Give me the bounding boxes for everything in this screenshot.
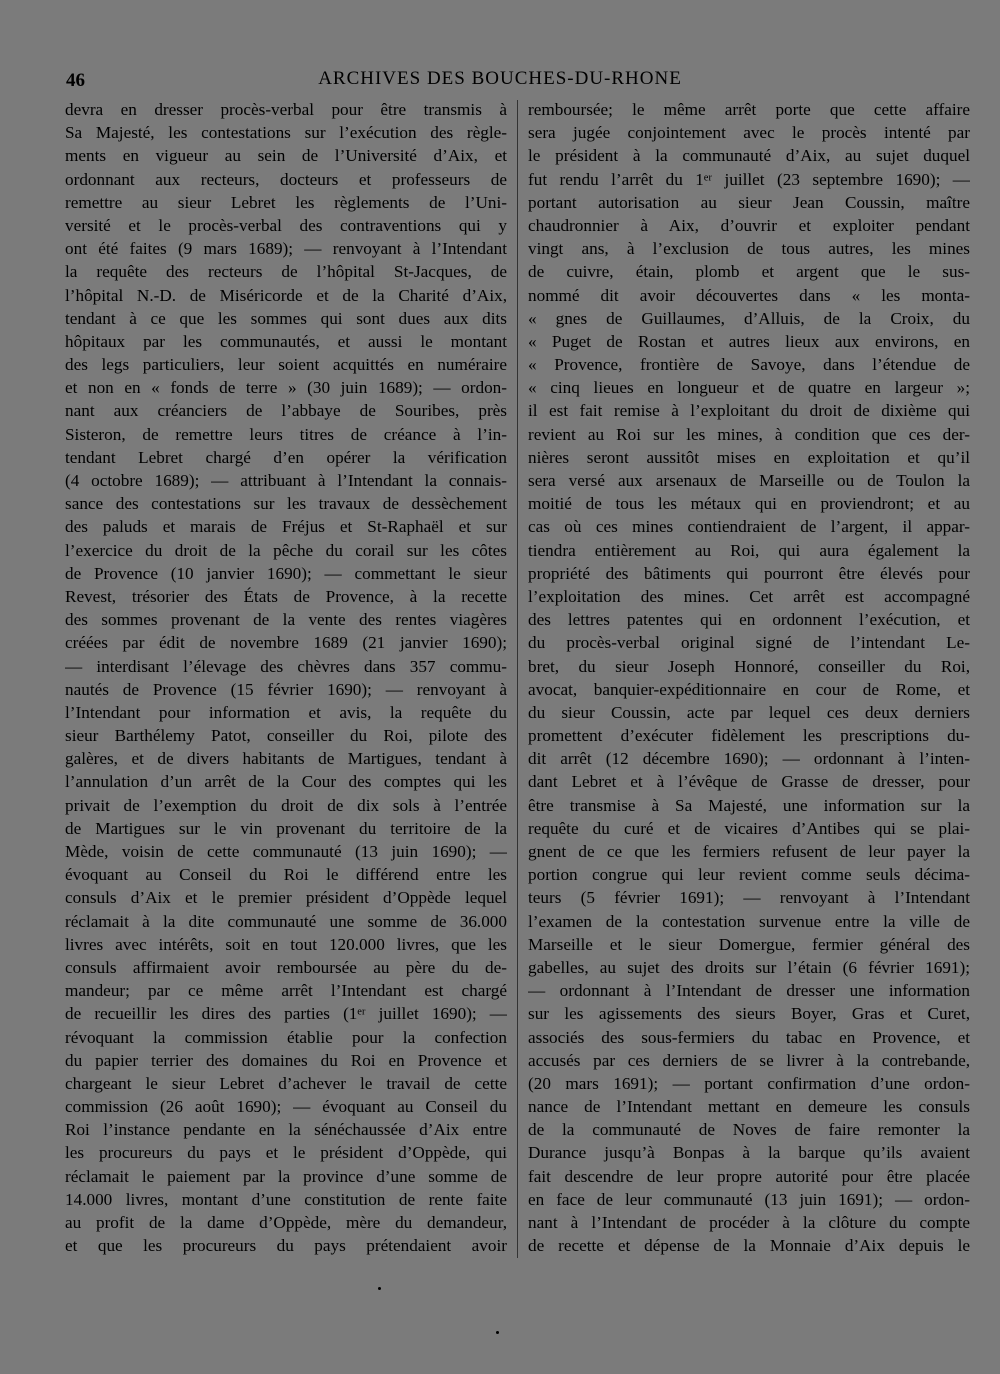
text-line: gnent de ce que les fermiers refusent de leur payer la [528,842,970,861]
text-line: « Puget de Rostan et autres lieux aux environs, en [528,331,970,351]
text-line: « cinq lieues en longueur et de quatre en largeur »; [528,378,970,398]
text-line: consuls affirmaient avoir remboursée au père du de- [65,957,507,977]
text-line: gabelles, au sujet des droits sur l’étain (6 février 1691); [528,957,970,977]
text-line: révoquant la commission établie pour la confection [65,1027,507,1047]
text-line: teurs (5 février 1691); — renvoyant à l’Intendant [528,888,970,908]
text-line: nance de l’Intendant mettant en demeure les consuls [528,1097,970,1117]
text-line: fut rendu l’arrêt du 1ᵉʳ juillet (23 septembre 1690); — [528,169,970,189]
text-line: de recette et dépense de la Monnaie d’Aix depuis le [528,1236,970,1256]
text-line: les procureurs du pays et le président d’Oppède, qui [65,1143,507,1163]
text-line: — interdisant l’élevage des chèvres dans 357 commu- [65,656,507,676]
text-line: commission (26 août 1690); — évoquant au Conseil du [65,1097,507,1117]
text-line: sieur Barthélemy Patot, conseiller du Roi, pilote des [65,726,507,746]
text-line: l’examen de la contestation survenue entre la ville de [528,911,970,931]
text-line: fait descendre de leur propre autorité pour être placée [528,1166,970,1186]
text-line: Sisteron, de remettre leurs titres de créance à l’in- [65,424,507,444]
text-line: Sa Majesté, les contestations sur l’exécution des règle- [65,123,507,143]
text-line: nautés de Provence (15 février 1690); — renvoyant à [65,679,507,699]
text-line: livres avec intérêts, soit en tout 120.000 livres, que les [65,934,507,954]
text-line: tendant à ce que les sommes qui sont dues aux dits [65,308,507,328]
text-line: l’exercice du droit de la pêche du corail sur les côtes [65,540,507,560]
text-line: promettent d’exécuter fidèlement les prescriptions du- [528,726,970,746]
text-line: requête du curé et de vicaires d’Antibes qui se plai- [528,818,970,838]
text-line: ordonnant aux recteurs, docteurs et professeurs de [65,169,507,189]
text-line: tiendra entièrement au Roi, qui aura également la [528,540,970,560]
text-line: revient au Roi sur les mines, à condition que ces der- [528,424,970,444]
text-line: créées par édit de novembre 1689 (21 janvier 1690); [65,633,507,653]
text-line: sera jugée conjointement avec le procès intenté par [528,123,970,143]
text-line: tendant Lebret chargé d’en opérer la vérification [65,447,507,467]
text-line: réclamait le paiement par la province d’une somme de [65,1166,507,1186]
text-line: dant Lebret et à l’évêque de Grasse de dresser, pour [528,772,970,792]
text-line: du papier terrier des domaines du Roi en Provence et [65,1050,507,1070]
text-line: sance des contestations sur les travaux de dessèchement [65,494,507,514]
text-line: chaudronnier à Aix, d’ouvrir et exploiter pendant [528,215,970,235]
right-column [528,98,970,1257]
text-line: des paluds et marais de Fréjus et St-Raphaël et sur [65,517,507,537]
text-line: et que les procureurs du pays prétendaient avoir [65,1236,507,1256]
text-line: l’Intendant pour information et avis, la requête du [65,702,507,722]
text-line: Durance jusqu’à Bonpas à la barque qu’ils avaient [528,1143,970,1163]
text-line: de la communauté de Noves de faire remonter la [528,1120,970,1140]
text-line: des legs particuliers, leur soient acquittés en numéraire [65,355,507,375]
text-line: sera versé aux arsenaux de Marseille ou de Toulon la [528,471,970,490]
scan-speck [496,1331,499,1334]
text-line: hôpitaux par les communautés, et aussi le montant [65,331,507,351]
text-line: le président à la communauté d’Aix, au sujet duquel [528,146,970,166]
text-line: il est fait remise à l’exploitant du droit de dixième qui [528,401,970,421]
scan-speck [378,1287,381,1290]
text-line: dit arrêt (12 décembre 1690); — ordonnant à l’inten- [528,749,970,769]
text-line: « Provence, frontière de Savoye, dans l’étendue de [528,355,970,375]
text-line: portant autorisation au sieur Jean Coussin, maître [528,192,970,212]
text-line: l’hôpital N.-D. de Miséricorde et de la Charité d’Aix, [65,285,507,305]
text-line: Mède, voisin de cette communauté (13 juin 1690); — [65,842,507,861]
text-line: au profit de la dame d’Oppède, mère du demandeur, [65,1213,507,1232]
text-line: associés des sous-fermiers du tabac en Provence, et [528,1027,970,1047]
text-line: 14.000 livres, montant d’une constitution de rente faite [65,1189,507,1209]
text-line: de Provence (10 janvier 1690); — commettant le sieur [65,563,507,583]
text-line: la requête des recteurs de l’hôpital St-Jacques, de [65,262,507,282]
text-line: (20 mars 1691); — portant confirmation d’une ordon- [528,1073,970,1093]
left-column [65,98,507,1257]
text-line: nant aux créanciers de l’abbaye de Souribes, près [65,401,507,421]
text-line: bret, du sieur Joseph Honnoré, conseiller du Roi, [528,656,970,676]
text-line: Roi l’instance pendante en la sénéchaussée d’Aix entre [65,1120,507,1140]
text-line: des lettres patentes qui en ordonnent l’exécution, et [528,610,970,630]
text-line: « gnes de Guillaumes, d’Alluis, de la Croix, du [528,308,970,328]
text-line: sur les agissements des sieurs Boyer, Gras et Curet, [528,1004,970,1024]
text-line: des sommes provenant de la vente des rentes viagères [65,610,507,630]
text-line: l’annulation d’un arrêt de la Cour des comptes qui les [65,772,507,792]
text-line: mandeur; par ce même arrêt l’Intendant est chargé [65,981,507,1001]
text-line: chargeant le sieur Lebret d’achever le travail de cette [65,1073,507,1093]
text-line: galères, et de divers habitants de Martigues, tendant à [65,749,507,769]
text-line: consuls d’Aix et le premier président d’Oppède lequel [65,888,507,908]
text-line: évoquant au Conseil du Roi le différend entre les [65,865,507,885]
text-line: (4 octobre 1689); — attribuant à l’Intendant la connais- [65,471,507,490]
text-line: avocat, banquier-expéditionnaire en cour de Rome, et [528,679,970,699]
text-line: vingt ans, à l’exclusion de tous autres, les mines [528,239,970,259]
text-line: Marseille et le sieur Domergue, fermier général des [528,934,970,954]
text-line: ments en vigueur au sein de l’Université d’Aix, et [65,146,507,166]
text-line: de recueillir les dires des parties (1ᵉʳ juillet 1690); — [65,1004,507,1024]
text-line: propriété des bâtiments qui pourront être élevés pour [528,563,970,583]
text-line: et non en « fonds de terre » (30 juin 1689); — ordon- [65,378,507,398]
text-line: accusés par ces derniers de se livrer à la contrebande, [528,1050,970,1070]
text-line: nières seront aussitôt mises en exploitation et qu’il [528,447,970,467]
text-line: privait de l’exemption du droit de dix sols à l’entrée [65,795,507,815]
text-line: devra en dresser procès-verbal pour être transmis à [65,100,507,119]
running-header: ARCHIVES DES BOUCHES-DU-RHONE [318,68,682,89]
text-line: réclamait à la dite communauté une somme de 36.000 [65,911,507,931]
text-line: de Martigues sur le vin provenant du territoire de la [65,818,507,838]
text-line: Revest, trésorier des États de Provence, à la recette [65,586,507,606]
text-line: l’exploitation des mines. Cet arrêt est accompagné [528,586,970,606]
column-rule [517,100,518,1258]
text-line: portion congrue qui leur revient comme seuls décima- [528,865,970,885]
text-line: remboursée; le même arrêt porte que cette affaire [528,100,970,119]
page-number: 46 [66,70,85,91]
text-line: en face de leur communauté (13 juin 1691); — ordon- [528,1189,970,1209]
text-line: du sieur Coussin, acte par lequel ces deux derniers [528,702,970,722]
text-line: être transmise à Sa Majesté, une information sur la [528,795,970,815]
text-line: — ordonnant à l’Intendant de dresser une information [528,981,970,1001]
text-line: nommé dit avoir découvertes dans « les monta- [528,285,970,305]
text-line: cas où ces mines contiendraient de l’argent, il appar- [528,517,970,537]
text-line: moitié de tous les métaux qui en proviendront; et au [528,494,970,514]
text-line: ont été faites (9 mars 1689); — renvoyant à l’Intendant [65,239,507,259]
text-line: du procès-verbal original signé de l’intendant Le- [528,633,970,653]
text-line: versité et le procès-verbal des contraventions qui y [65,215,507,235]
text-line: de cuivre, étain, plomb et argent que le sus- [528,262,970,282]
text-line: nant à l’Intendant de procéder à la clôture du compte [528,1213,970,1232]
text-line: remettre au sieur Lebret les règlements de l’Uni- [65,192,507,212]
